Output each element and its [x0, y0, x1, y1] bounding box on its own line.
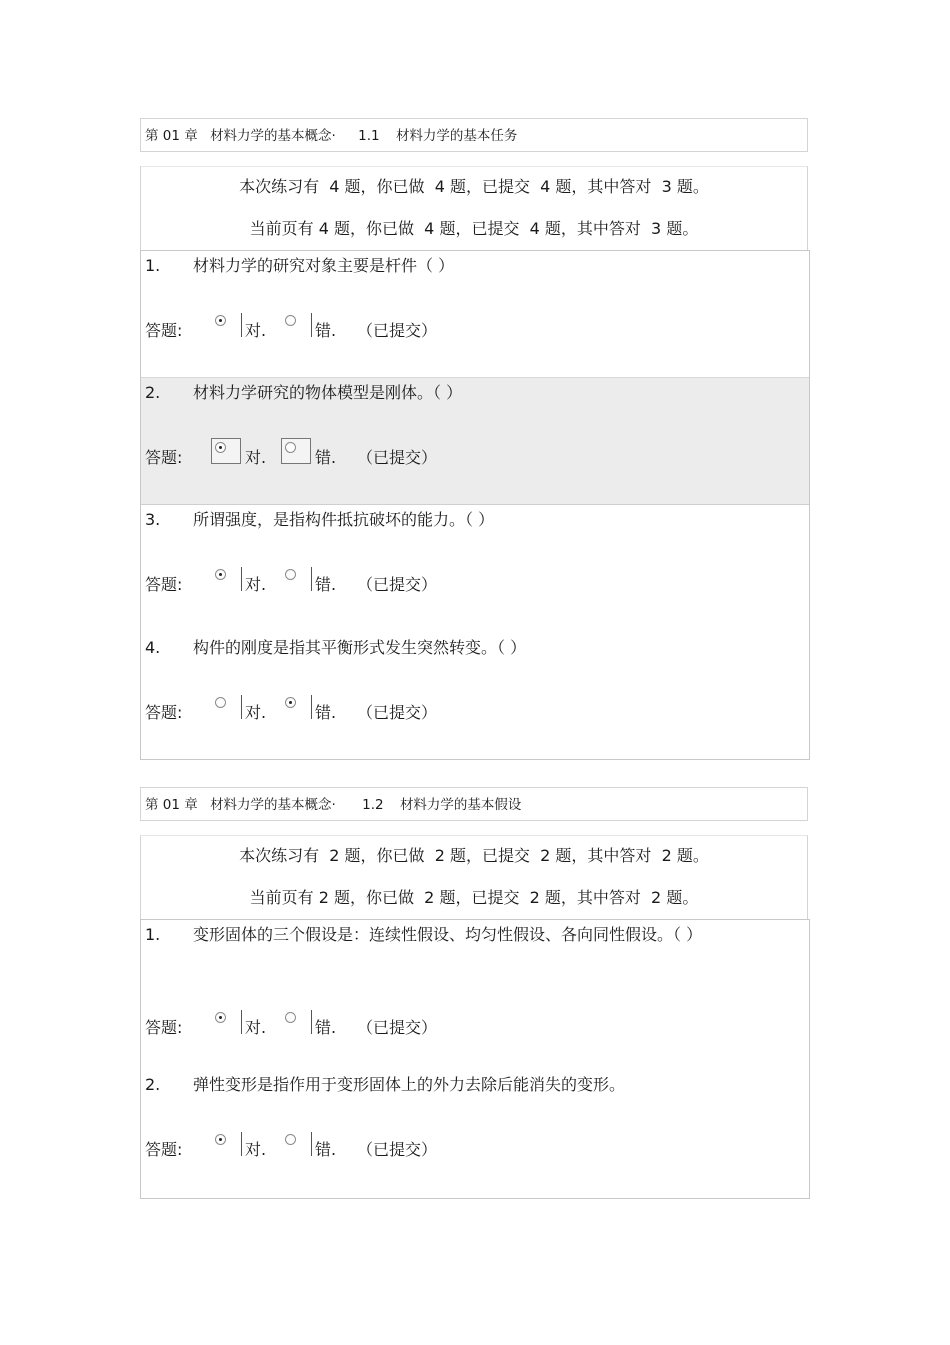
radio-true[interactable]: [215, 569, 226, 580]
summary-total-line: 本次练习有 2 题，你已做 2 题，已提交 2 题，其中答对 2 题。: [239, 846, 709, 865]
question-item: [141, 377, 809, 505]
answer-label: 答题:: [145, 703, 183, 722]
section-name: 材料力学的基本任务: [395, 128, 518, 144]
divider: [241, 1010, 242, 1034]
answer-label: 答题:: [145, 321, 183, 340]
option-false-label: 错.: [315, 448, 337, 467]
radio-true[interactable]: [215, 1134, 226, 1145]
divider: [311, 567, 312, 591]
option-true-label: 对.: [245, 703, 267, 722]
question-item: [141, 251, 809, 377]
answer-label: 答题:: [145, 575, 183, 594]
section-1-2: [140, 787, 808, 1199]
option-false-label: 错.: [315, 321, 337, 340]
chapter-label: 第 01 章: [145, 128, 198, 144]
question-number: 3.: [145, 510, 161, 529]
option-false-label: 错.: [315, 575, 337, 594]
option-true-label: 对.: [245, 321, 267, 340]
submitted-status: （已提交）: [357, 575, 438, 594]
radio-false[interactable]: [285, 697, 296, 708]
practice-summary: [140, 166, 808, 250]
option-true-label: 对.: [245, 1018, 267, 1037]
divider: [241, 567, 242, 591]
summary-page-line: 当前页有 4 题，你已做 4 题，已提交 4 题，其中答对 3 题。: [249, 219, 699, 238]
question-text: 材料力学研究的物体模型是刚体。（ ）: [193, 383, 463, 402]
question-text: 弹性变形是指作用于变形固体上的外力去除后能消失的变形。: [193, 1075, 626, 1094]
question-list: [140, 919, 810, 1199]
divider: [241, 1132, 242, 1156]
question-text: 材料力学的研究对象主要是杆件（ ）: [193, 256, 455, 275]
option-true-label: 对.: [245, 448, 267, 467]
chapter-name: 材料力学的基本概念·: [210, 128, 336, 144]
answer-label: 答题:: [145, 1018, 183, 1037]
question-item: [141, 920, 809, 1070]
question-number: 2.: [145, 383, 161, 402]
question-item: [141, 633, 809, 759]
question-text: 构件的刚度是指其平衡形式发生突然转变。（ ）: [193, 638, 527, 657]
question-item: [141, 505, 809, 633]
submitted-status: （已提交）: [357, 321, 438, 340]
option-false-label: 错.: [315, 1018, 337, 1037]
chapter-label: 第 01 章: [145, 797, 198, 813]
answer-label: 答题:: [145, 1140, 183, 1159]
question-number: 2.: [145, 1075, 161, 1094]
summary-total-line: 本次练习有 4 题，你已做 4 题，已提交 4 题，其中答对 3 题。: [239, 177, 709, 196]
practice-summary: [140, 835, 808, 919]
divider: [311, 695, 312, 719]
question-number: 4.: [145, 638, 161, 657]
radio-true[interactable]: [215, 697, 226, 708]
radio-false[interactable]: [285, 569, 296, 580]
radio-false[interactable]: [285, 1012, 296, 1023]
option-false-label: 错.: [315, 1140, 337, 1159]
submitted-status: （已提交）: [357, 1018, 438, 1037]
chapter-name: 材料力学的基本概念·: [210, 797, 336, 813]
submitted-status: （已提交）: [357, 448, 438, 467]
divider: [241, 313, 242, 337]
divider: [311, 313, 312, 337]
radio-false[interactable]: [285, 315, 296, 326]
submitted-status: （已提交）: [357, 1140, 438, 1159]
section-number: 1.1: [358, 128, 380, 144]
divider: [311, 1132, 312, 1156]
section-title-bar: [140, 787, 808, 821]
answer-label: 答题:: [145, 448, 183, 467]
section-1-1: [140, 118, 808, 760]
radio-true[interactable]: [215, 442, 226, 453]
radio-true[interactable]: [215, 315, 226, 326]
radio-false[interactable]: [285, 442, 296, 453]
section-number: 1.2: [362, 797, 384, 813]
section-name: 材料力学的基本假设: [399, 797, 522, 813]
section-title-bar: [140, 118, 808, 152]
question-text: 变形固体的三个假设是：连续性假设、均匀性假设、各向同性假设。（ ）: [193, 925, 703, 944]
summary-page-line: 当前页有 2 题，你已做 2 题，已提交 2 题，其中答对 2 题。: [249, 888, 699, 907]
divider: [311, 1010, 312, 1034]
divider: [241, 695, 242, 719]
question-list: [140, 250, 810, 760]
radio-true[interactable]: [215, 1012, 226, 1023]
submitted-status: （已提交）: [357, 703, 438, 722]
option-true-label: 对.: [245, 575, 267, 594]
option-false-label: 错.: [315, 703, 337, 722]
question-text: 所谓强度，是指构件抵抗破坏的能力。（ ）: [193, 510, 495, 529]
radio-false[interactable]: [285, 1134, 296, 1145]
option-true-label: 对.: [245, 1140, 267, 1159]
question-number: 1.: [145, 925, 161, 944]
question-number: 1.: [145, 256, 161, 275]
question-item: [141, 1070, 809, 1198]
